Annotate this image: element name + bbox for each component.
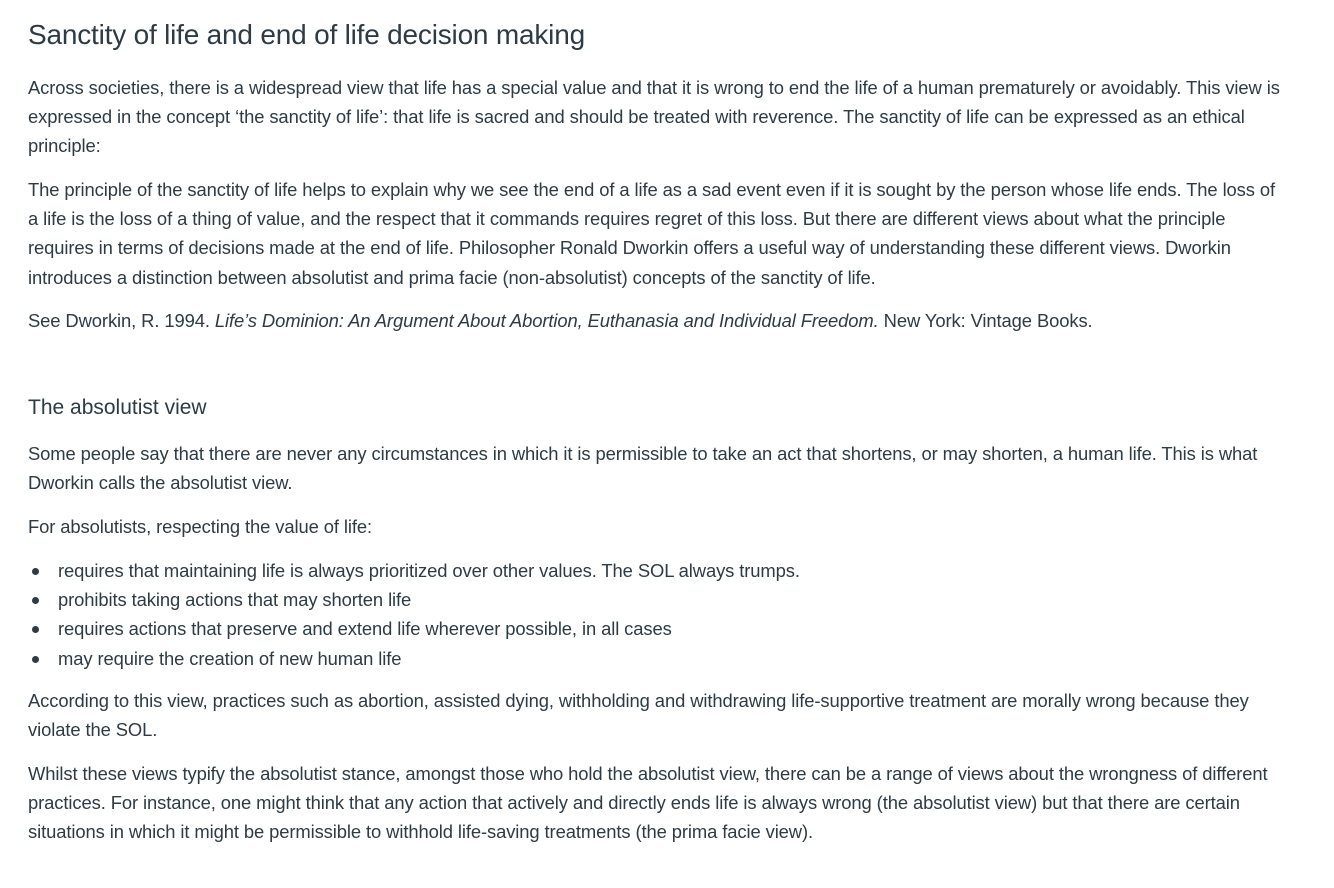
absolutist-paragraph-2: According to this view, practices such as abortion, assisted dying, withholding and withdrawing life-supportive treatment are morally wrong because they violate the SOL. (28, 690, 1249, 741)
bullet-icon (32, 656, 39, 663)
list-item (28, 585, 800, 614)
reference-suffix: New York: Vintage Books. (878, 310, 1093, 331)
list-item-text: prohibits taking actions that may shorten life (58, 589, 412, 611)
list-item (28, 644, 800, 673)
list-intro: For absolutists, respecting the value of life: (28, 516, 372, 537)
list-item-text: may require the creation of new human life (58, 647, 402, 669)
section-heading-absolutist: The absolutist view (28, 396, 207, 419)
principle-paragraph: The principle of the sanctity of life helps to explain why we see the end of a life as a sad event even if it is sought by the person whose life ends. The loss of a life is the loss of a thing of value, and the respect that it commands requires regret of this loss. But there are different views about what the principle requires in terms of decisions made at the end of life. Philosopher Ronald Dworkin offers a useful way of understanding these different views. Dworkin introduces a distinction between absolutist and prima facie (non-absolutist) concepts of the sanctity of life. (28, 179, 1276, 288)
list-item (28, 556, 800, 585)
list-item (28, 614, 800, 643)
bullet-icon (32, 597, 39, 604)
reference-book-title: Life’s Dominion: An Argument About Abortion, Euthanasia and Individual Freedom. (214, 310, 879, 331)
page-title: Sanctity of life and end of life decision making (28, 19, 585, 50)
bullet-icon (32, 568, 39, 575)
absolutist-paragraph-1: Some people say that there are never any circumstances in which it is permissible to take an act that shortens, or may shorten, a human life. This is what Dworkin calls the absolutist view. (28, 443, 1258, 494)
reference-paragraph (28, 306, 1290, 335)
list-item-text: requires that maintaining life is always prioritized over other values. The SOL always trumps. (58, 560, 800, 581)
reference-prefix: See Dworkin, R. 1994. (28, 310, 215, 331)
absolutist-list (28, 556, 800, 673)
list-item-text: requires actions that preserve and extend life wherever possible, in all cases (58, 618, 672, 640)
intro-paragraph: Across societies, there is a widespread view that life has a special value and that it is wrong to end the life of a human prematurely or avoidably. This view is expressed in the concept ‘the sanctity of life’: that life is sacred and should be treated with reverence. The sanctity of life can be expressed as an ethical principle: (28, 77, 1280, 157)
bullet-icon (32, 626, 39, 633)
absolutist-paragraph-3: Whilst these views typify the absolutist stance, amongst those who hold the absolutist view, there can be a range of views about the wrongness of different practices. For instance, one might think that any action that actively and directly ends life is always wrong (the absolutist view) but that there are certain situations in which it might be permissible to withhold life-saving treatments (the prima facie view). (28, 763, 1268, 843)
